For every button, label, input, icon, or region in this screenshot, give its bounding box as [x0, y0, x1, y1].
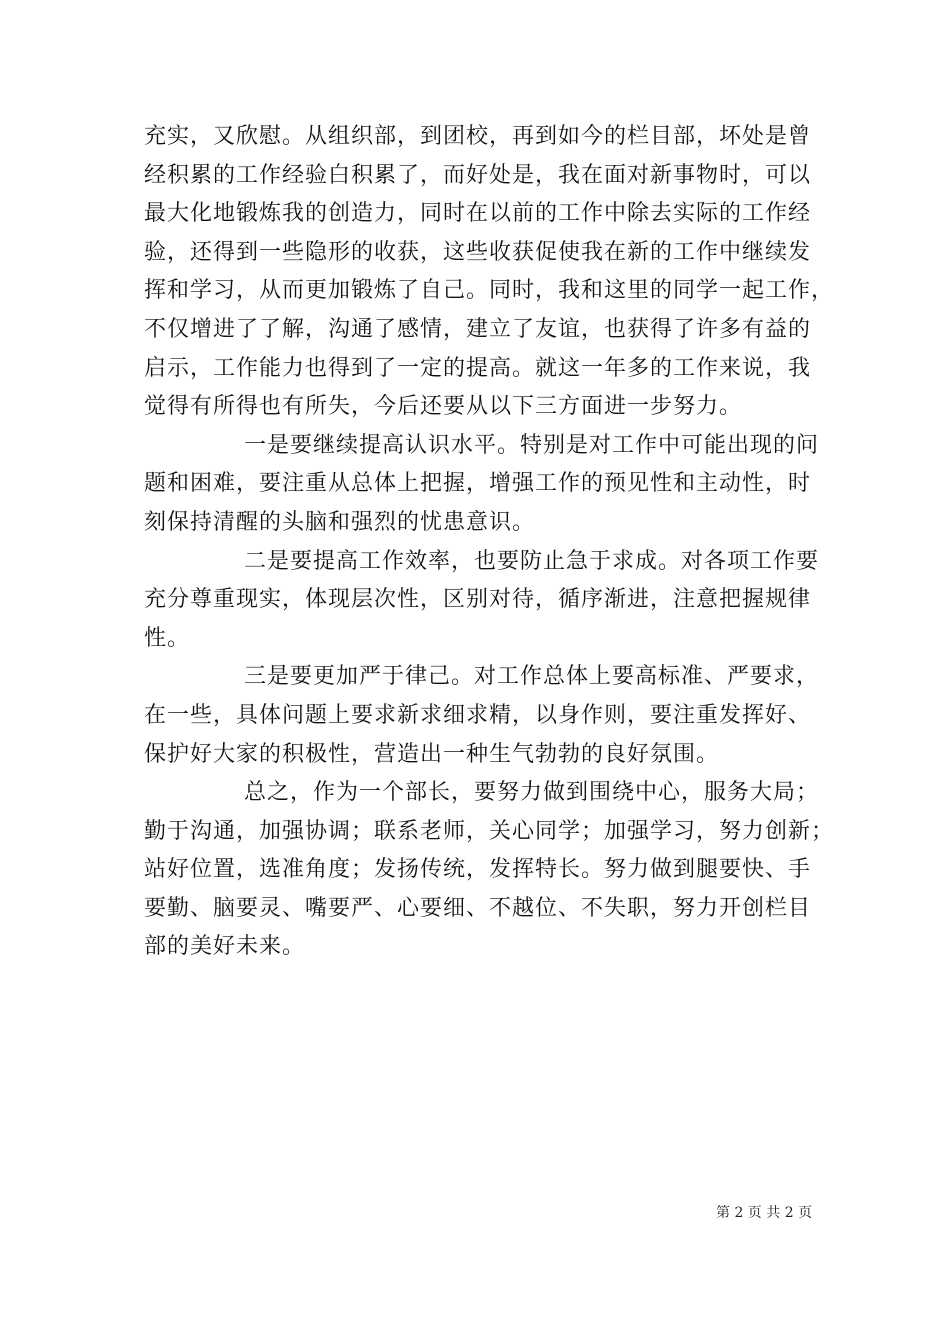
text-line: 最大化地锻炼我的创造力，同时在以前的工作中除去实际的工作经 [144, 201, 812, 227]
text-line: 充分尊重现实，体现层次性，区别对待，循序渐进，注意把握规律 [144, 587, 812, 613]
text-line: 觉得有所得也有所失，今后还要从以下三方面进一步努力。 [144, 394, 743, 420]
text-line: 勤于沟通，加强协调；联系老师，关心同学；加强学习，努力创新； [144, 818, 835, 844]
text-line: 刻保持清醒的头脑和强烈的忧患意识。 [144, 509, 536, 535]
document-body [144, 118, 835, 967]
text-line: 性。 [144, 625, 191, 651]
paragraph-first-line: 一是要继续提高认识水平。特别是对工作中可能出现的问 [244, 432, 820, 458]
paragraph-first-line: 总之，作为一个部长，要努力做到围绕中心，服务大局； [244, 780, 820, 806]
text-line: 不仅增进了了解，沟通了感情，建立了友谊，也获得了许多有益的 [144, 316, 812, 342]
paragraph-first-line: 二是要提高工作效率，也要防止急于求成。对各项工作要 [244, 548, 820, 574]
text-line: 要勤、脑要灵、嘴要严、心要细、不越位、不失职，努力开创栏目 [144, 895, 812, 921]
text-line: 站好位置，选准角度；发扬传统，发挥特长。努力做到腿要快、手 [144, 857, 812, 883]
text-line: 挥和学习，从而更加锻炼了自己。同时，我和这里的同学一起工作， [144, 278, 835, 304]
text-line: 题和困难，要注重从总体上把握，增强工作的预见性和主动性，时 [144, 471, 812, 497]
text-line: 验，还得到一些隐形的收获，这些收获促使我在新的工作中继续发 [144, 239, 812, 265]
text-line: 充实，又欣慰。从组织部，到团校，再到如今的栏目部，坏处是曾 [144, 124, 812, 149]
paragraph-first-line: 三是要更加严于律己。对工作总体上要高标准、严要求， [244, 664, 820, 690]
text-line: 经积累的工作经验白积累了，而好处是，我在面对新事物时，可以 [144, 162, 812, 188]
text-line: 在一些，具体问题上要求新求细求精，以身作则，要注重发挥好、 [144, 702, 812, 728]
text-line: 部的美好未来。 [144, 934, 306, 960]
page-number-footer: 第 2 页 共 2 页 [716, 1205, 813, 1221]
text-line: 启示，工作能力也得到了一定的提高。就这一年多的工作来说，我 [144, 355, 812, 381]
text-line: 保护好大家的积极性，营造出一种生气勃勃的良好氛围。 [144, 741, 720, 767]
